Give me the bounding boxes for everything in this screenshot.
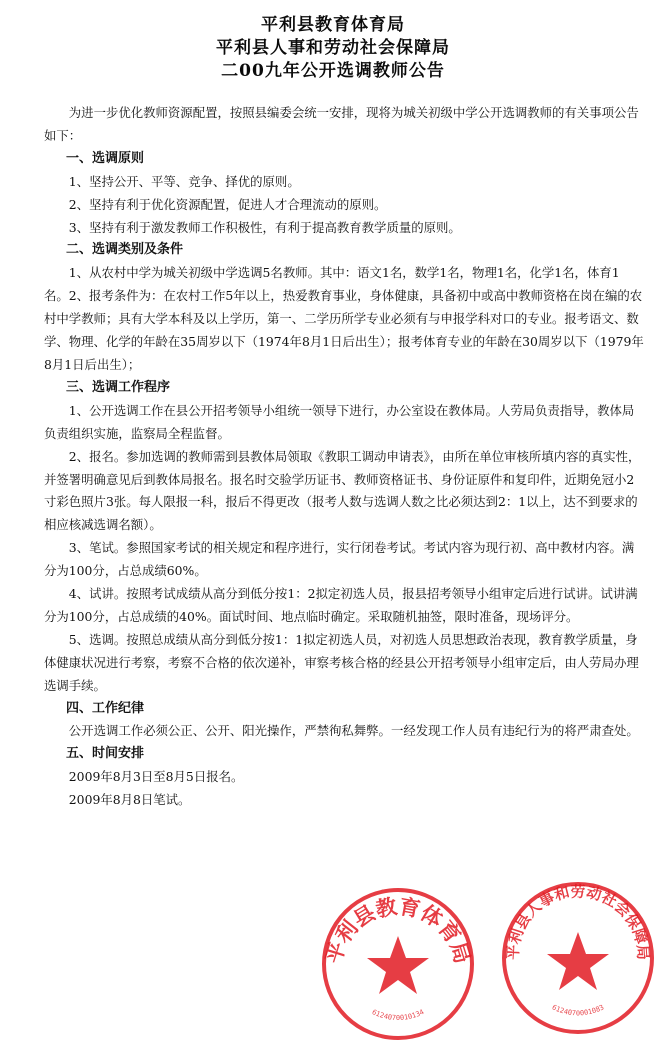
- seal-text: 平利县教育体育局: [320, 893, 476, 967]
- schedule-line: 2009年8月8日笔试。: [68, 792, 191, 808]
- section-heading-principles: 一、选调原则: [66, 150, 145, 166]
- document-title: 二00九年公开选调教师公告: [221, 61, 445, 81]
- issuer-line-1: 平利县教育体育局: [261, 15, 405, 35]
- paragraph: 5、选调。按照总成绩从高分到低分按1：1拟定初选人员，对初选人员思想政治表现，教育教学质量，身体健康状况进行考察，考察不合格的依次递补，审察考核合格的经县公开招考领导小组审定后，由人劳局办理选调手续。: [44, 631, 639, 693]
- seal-text: 平利县人事和劳动社会保障局: [503, 882, 653, 961]
- paragraph: 公开选调工作必须公正、公开、阳光操作，严禁徇私舞弊。一经发现工作人员有违纪行为的将严肃查处。: [68, 723, 639, 739]
- document-header: [0, 14, 666, 83]
- schedule-line: 2009年8月3日至8月5日报名。: [68, 769, 244, 785]
- paragraph: 1、公开选调工作在县公开招考领导小组统一领导下进行，办公室设在教体局。人劳局负责指导，教体局负责组织实施，监察局全程监督。: [44, 402, 635, 441]
- section-heading-schedule: 五、时间安排: [66, 746, 145, 762]
- labor-bureau-seal: [498, 878, 658, 1038]
- paragraph: 1、从农村中学为城关初级中学选调5名教师。其中：语文1名，数学1名，物理1名，化学1名，体育1名。2、报考条件为：在农村工作5年以上，热爱教育事业，身体健康，具备初中或高中教师资格在岗在编的农村中学教师；具有大学本科及以上学历，第一、二学历所学专业必须有与申报学科对口的专业。报考语文、数学、物理、化学的年龄在35周岁以下（1974年8月1日后出生）；报考体育专业的年龄在30周岁以下（1979年8月1日后出生）；: [44, 265, 644, 372]
- paragraph: 1、坚持公开、平等、竞争、择优的原则。: [68, 173, 300, 189]
- paragraph: 4、试讲。按照考试成绩从高分到低分按1：2拟定初选人员，报县招考领导小组审定后进行试讲。试讲满分为100分，占总成绩的40%。面试时间、地点临时确定。采取随机抽签，限时准备，现场评分。: [44, 586, 638, 624]
- seal-number: 6124070010134: [370, 1008, 426, 1023]
- star-icon: [547, 932, 609, 990]
- section-heading-procedure: 三、选调工作程序: [66, 379, 171, 395]
- issuer-line-2: 平利县人事和劳动社会保障局: [216, 38, 450, 58]
- education-bureau-seal: [318, 884, 478, 1044]
- paragraph: 2、报名。参加选调的教师需到县教体局领取《教职工调动申请表》，由所在单位审核所填内容的真实性，并签署明确意见后到教体局报名。报名时交验学历证书、教师资格证书、身份证原件和复印件，近期免冠小2寸彩色照片3张。每人限报一科，报后不得更改（报考人数与选调人数之比必须达到2：1以上，达不到要求的相应核减选调名额）。: [44, 448, 641, 533]
- section-heading-categories: 二、选调类别及条件: [66, 242, 184, 258]
- seal-number: 6124070001083: [550, 1003, 606, 1018]
- intro-paragraph: 为进一步优化教师资源配置，按照县编委会统一安排，现将为城关初级中学公开选调教师的有关事项公告如下：: [44, 105, 639, 143]
- star-icon: [367, 936, 429, 994]
- document-body: [44, 102, 644, 812]
- paragraph: 3、笔试。参照国家考试的相关规定和程序进行，实行闭卷考试。考试内容为现行初、高中教材内容。满分为100分，占总成绩60%。: [44, 540, 635, 579]
- seal-graphic: [318, 884, 478, 1044]
- paragraph: 3、坚持有利于激发教师工作积极性，有利于提高教育教学质量的原则。: [68, 219, 461, 235]
- section-heading-discipline: 四、工作纪律: [66, 700, 145, 716]
- seal-graphic: [498, 878, 658, 1038]
- paragraph: 2、坚持有利于优化资源配置，促进人才合理流动的原则。: [68, 196, 387, 212]
